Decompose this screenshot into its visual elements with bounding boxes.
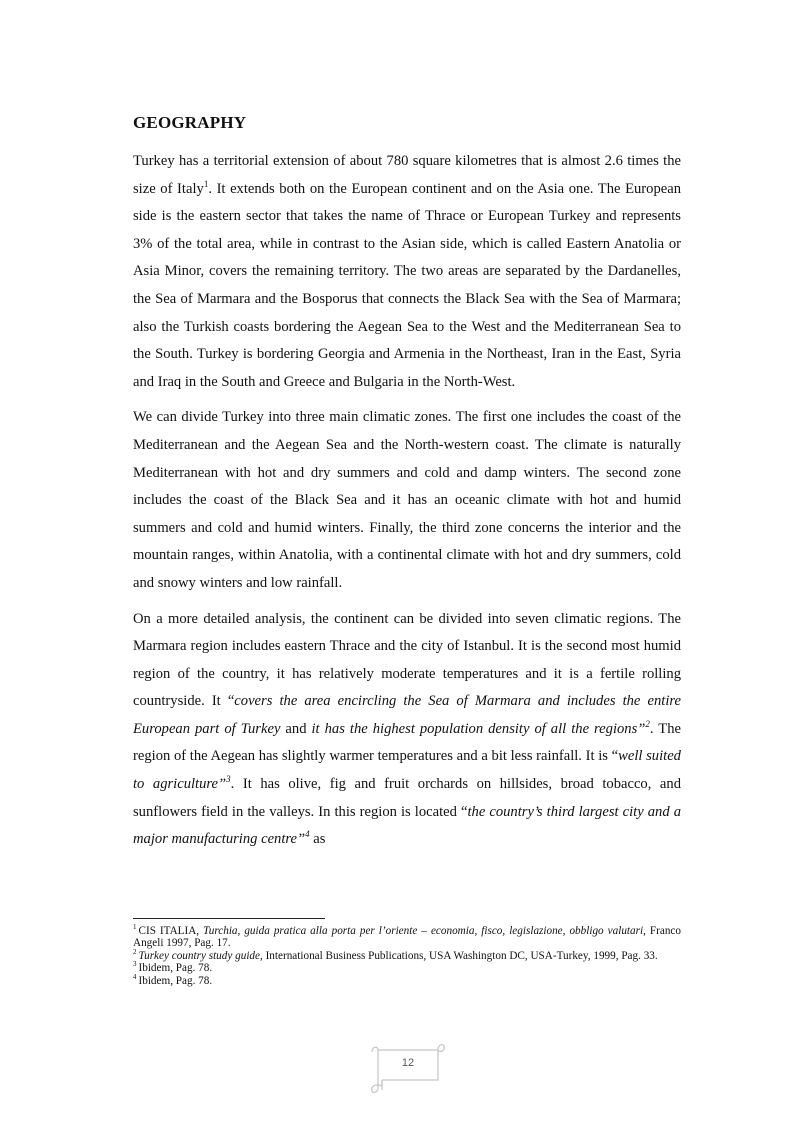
quotation: covers the area encircling the Sea of Marmara and includes the entire European part of Turkey <box>133 693 681 737</box>
paragraph-text: . It extends both on the European continent and on the Asia one. The European side is the eastern sector that takes the name of Thrace or European Turkey and represents 3% of the total area, while in contrast to the Asian side, which is called Eastern Anatolia or Asia Minor, covers the remaining territory. The two areas are separated by the Dardanelles, the Sea of Marmara and the Bosporus that connects the Black Sea with the Sea of Marmara; also the Turkish coasts bordering the Aegean Sea to the West and the Mediterranean Sea to the South. Turkey is bordering Georgia and Armenia in the Northeast, Iran in the East, Syria and Iraq in the South and Greece and Bulgaria in the North-West. <box>133 180 682 390</box>
footnote-title: Turchia, guida pratica alla porta per l’oriente – economia, fisco, legislazione, obbligo valutari <box>203 925 644 937</box>
footnote-text: , Franco Angeli 1997, Pag. 17. <box>133 925 681 950</box>
paragraph-climate-zones: We can divide Turkey into three main climatic zones. The first one includes the coast of the Mediterranean and the Aegean Sea and the North-western coast. The climate is naturally Mediterranean with hot and dry summers and cold and damp winters. The second zone includes the coast of the Black Sea and it has an oceanic climate with hot and humid summers and cold and humid winters. Finally, the third zone concerns the interior and the mountain ranges, within Anatolia, with a continental climate with hot and dry summers, cold and snowy winters and low rainfall. <box>133 409 681 591</box>
paragraph-geography-intro <box>133 148 681 396</box>
footnotes <box>133 925 681 987</box>
paragraph-text: as <box>309 831 326 848</box>
page-number-badge <box>368 1040 444 1094</box>
footnote-ref[interactable]: 2 <box>645 719 650 730</box>
page-body <box>133 113 681 862</box>
footnote-text: CIS ITALIA, <box>138 925 204 937</box>
footnote-separator <box>133 918 325 919</box>
quotation: well suited to agriculture” <box>133 748 681 793</box>
footnote-item <box>133 962 681 974</box>
footnote-item <box>133 925 681 950</box>
page-number: 12 <box>401 1057 415 1069</box>
paragraph-text: . The region of the Aegean has slightly warmer temperatures and a bit less rainfall. It is “ <box>133 720 681 765</box>
quotation: it has the highest population density of all the regions” <box>311 720 646 737</box>
paragraph-text: On a more detailed analysis, the continent can be divided into seven climatic regions. The Marmara region includes eastern Thrace and the city of Istanbul. It is the second most humid region of the country, it has relatively moderate temperatures and it is a fertile rolling countryside. It “ <box>133 610 681 710</box>
footnote-text: , International Business Publications, USA Washington DC, USA-Turkey, 1999, Pag. 33. <box>259 949 658 962</box>
footnote-ref[interactable]: 3 <box>226 774 231 785</box>
paragraph-climatic-regions <box>133 606 681 854</box>
paragraph-text: and <box>280 720 312 737</box>
footnote-number: 1 <box>133 923 137 932</box>
footnote-ref[interactable]: 1 <box>203 178 209 189</box>
quotation: the country’s third largest city and a major manufacturing centre” <box>133 803 682 848</box>
footnote-number: 4 <box>133 972 137 981</box>
section-heading: GEOGRAPHY <box>133 113 247 132</box>
paragraph-text: Turkey has a territorial extension of about 780 square kilometres that is almost 2.6 times the size of Italy <box>133 153 681 197</box>
paragraph-text: . It has olive, fig and fruit orchards on hillsides, broad tobacco, and sunflowers field in the valleys. In this region is located “ <box>133 776 681 820</box>
footnote-title: Turkey country study guide <box>138 949 260 962</box>
footnote-number: 2 <box>133 948 137 957</box>
footnote-text: Ibidem, Pag. 78. <box>138 974 213 987</box>
footnote-ref[interactable]: 4 <box>305 829 310 840</box>
footnote-text: Ibidem, Pag. 78. <box>138 962 213 975</box>
footnote-item <box>133 950 681 962</box>
footnote-item <box>133 972 681 987</box>
footnote-number: 3 <box>133 960 137 969</box>
